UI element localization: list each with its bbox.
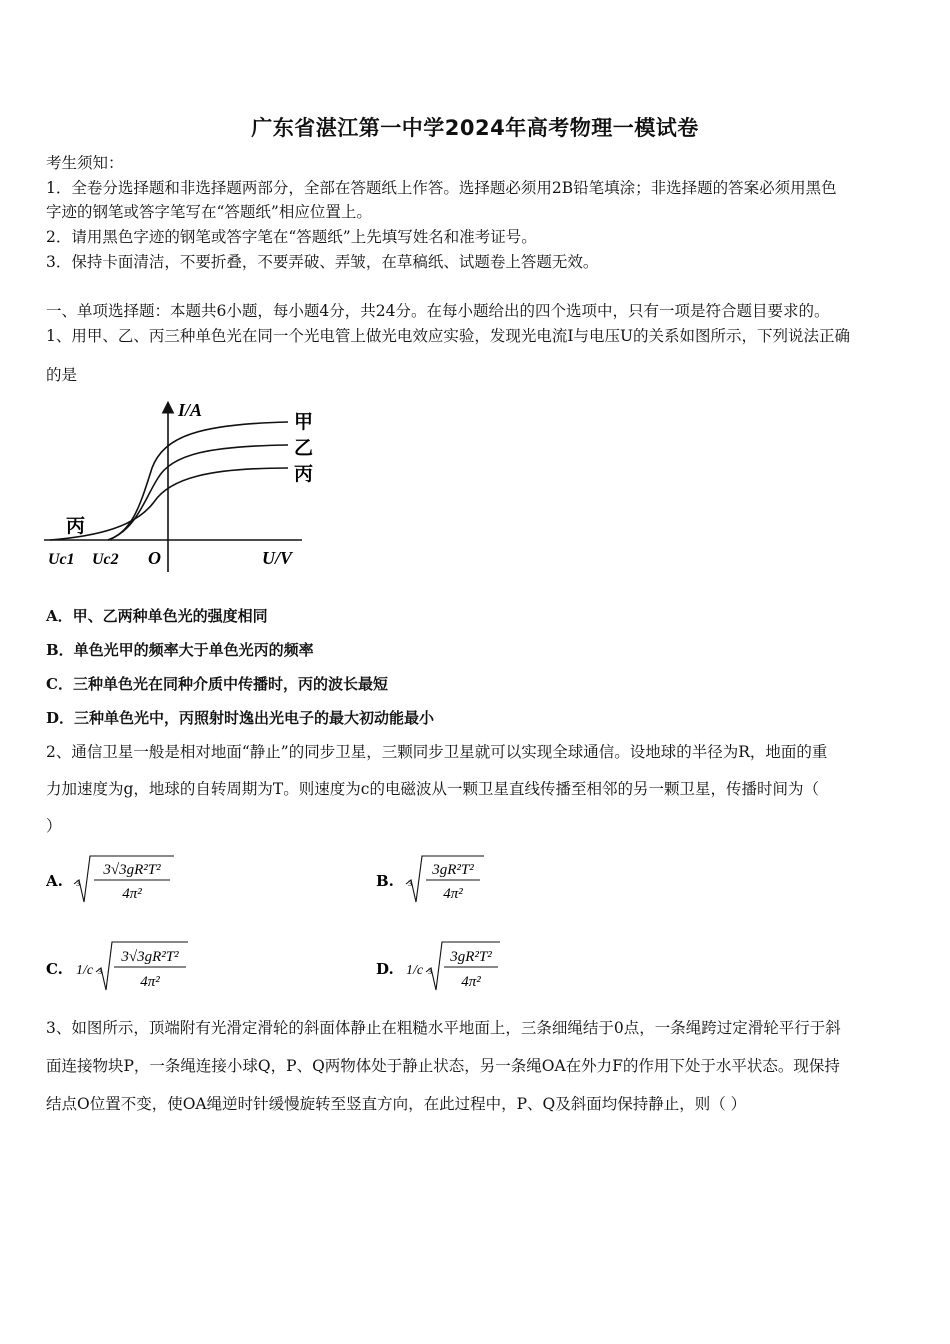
curve-label-yi: 乙 (294, 437, 314, 459)
document-title: 广东省湛江第一中学2024年高考物理一模试卷 (251, 116, 699, 140)
notice-heading: 考生须知： (46, 154, 124, 172)
q2-option-c (46, 936, 266, 1000)
notice-line-1: 1．全卷分选择题和非选择题两部分，全部在答题纸上作答。选择题必须用2B铅笔填涂；非选择题的答案必须用黑色 (46, 179, 837, 197)
option-label: D. (376, 960, 394, 978)
x-axis-label: U/V (262, 548, 293, 568)
section-heading: 一、单项选择题：本题共6小题，每小题4分，共24分。在每小题给出的四个选项中，只有一项是符合题目要求的。 (46, 302, 830, 320)
q2-option-b (376, 850, 576, 912)
curve-bing (50, 468, 288, 540)
q2-stem-line-1: 2、通信卫星一般是相对地面“静止”的同步卫星，三颗同步卫星就可以实现全球通信。设地球的半径为R，地面的重 (46, 743, 828, 761)
root-index: 3 (98, 967, 102, 976)
numerator: 3gR²T² (450, 949, 492, 965)
prefix-fraction: 1/c (406, 963, 424, 978)
denominator: 4π² (443, 886, 463, 902)
option-label: B. (376, 872, 394, 890)
root-index: 3 (428, 967, 432, 976)
uc2-label: Uc2 (92, 551, 119, 568)
denominator: 4π² (122, 886, 142, 902)
uc1-label: Uc1 (48, 551, 75, 568)
y-axis-label: I/A (178, 400, 203, 420)
q1-stem-line-2: 的是 (46, 366, 78, 384)
q2-stem-line-2: 力加速度为g，地球的自转周期为T。则速度为c的电磁波从一颗卫星直线传播至相邻的另一颗卫星，传播时间为（ (46, 780, 819, 798)
numerator: 3√3gR²T² (103, 862, 161, 878)
numerator: 3gR²T² (432, 862, 474, 878)
iu-graph-figure (40, 396, 330, 574)
denominator: 4π² (461, 974, 481, 990)
notice-line-3: 2．请用黑色字迹的钢笔或答字笔在“答题纸”上先填写姓名和准考证号。 (46, 228, 537, 246)
numerator: 3√3gR²T² (121, 949, 179, 965)
q3-stem-line-3: 结点O位置不变，使OA绳逆时针缓慢旋转至竖直方向，在此过程中，P、Q及斜面均保持静止，则（ ） (46, 1095, 747, 1113)
notice-line-2: 字迹的钢笔或答字笔写在“答题纸”相应位置上。 (46, 203, 372, 221)
left-curve-label-bing: 丙 (66, 515, 86, 537)
q3-stem-line-2: 面连接物块P，一条绳连接小球Q，P、Q两物体处于静止状态，另一条绳OA在外力F的作用下处于水平状态。现保持 (46, 1057, 840, 1075)
q3-stem-line-1: 3、如图所示，顶端附有光滑定滑轮的斜面体静止在粗糙水平地面上，三条细绳结于0点，一条绳跨过定滑轮平行于斜 (46, 1019, 841, 1037)
curve-label-bing: 丙 (294, 463, 314, 485)
q1-option-a: A．甲、乙两种单色光的强度相同 (46, 607, 268, 625)
q2-option-a (46, 850, 246, 912)
q1-option-d: D．三种单色光中，丙照射时逸出光电子的最大初动能最小 (46, 709, 435, 727)
curve-jia (108, 422, 288, 540)
denominator: 4π² (140, 974, 160, 990)
prefix-fraction: 1/c (76, 963, 94, 978)
notice-line-4: 3．保持卡面清洁，不要折叠，不要弄破、弄皱，在草稿纸、试题卷上答题无效。 (46, 253, 599, 271)
q2-option-d (376, 936, 596, 1000)
curve-yi (108, 445, 288, 540)
option-label: C. (46, 960, 63, 978)
root-index: 3 (76, 879, 80, 888)
option-label: A. (46, 872, 63, 890)
q2-stem-line-3: ） (46, 817, 62, 835)
q1-option-c: C．三种单色光在同种介质中传播时，丙的波长最短 (46, 675, 388, 693)
q1-stem-line-1: 1、用甲、乙、丙三种单色光在同一个光电管上做光电效应实验，发现光电流I与电压U的关系如图所示，下列说法正确 (46, 327, 851, 345)
root-index: 3 (408, 879, 412, 888)
q1-option-b: B．单色光甲的频率大于单色光丙的频率 (46, 641, 314, 659)
origin-label: O (148, 548, 161, 568)
curve-label-jia: 甲 (294, 411, 314, 433)
